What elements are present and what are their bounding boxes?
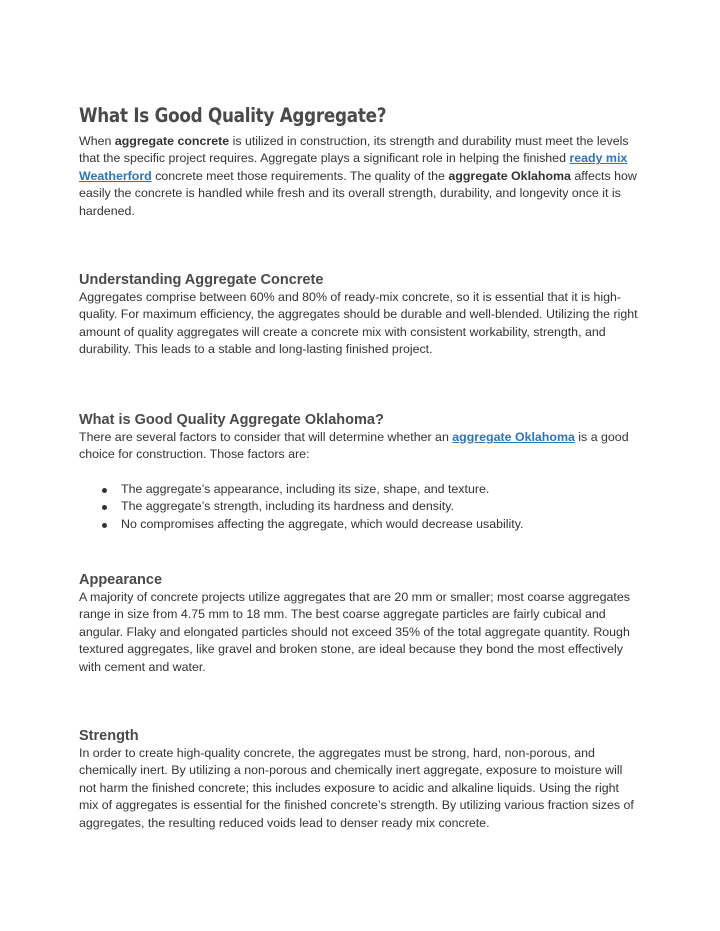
- bullet-icon: [102, 523, 107, 528]
- list-item-text: The aggregate’s appearance, including its size, shape, and texture.: [121, 481, 490, 496]
- good-quality-heading: What is Good Quality Aggregate Oklahoma?: [79, 412, 384, 428]
- good-quality-section: [79, 411, 639, 534]
- strength-section: [79, 727, 639, 832]
- ready-mix-weatherford-link[interactable]: ready mix Weatherford: [79, 151, 628, 183]
- factors-list: [79, 481, 639, 534]
- understanding-section: [79, 271, 639, 359]
- intro-paragraph: [79, 133, 639, 220]
- strength-heading: Strength: [79, 728, 139, 744]
- list-item-text: The aggregate’s strength, including its hardness and density.: [121, 499, 454, 514]
- good-quality-paragraph: [79, 429, 639, 464]
- list-item: [79, 498, 639, 516]
- intro-text-2: is utilized in construction, its strength and durability must meet the levels that the specific project requires. Aggregate plays a significant role in helping the finished: [79, 134, 629, 166]
- list-item-text: No compromises affecting the aggregate, which would decrease usability.: [121, 517, 524, 531]
- intro-bold-aggregate-concrete: aggregate concrete: [114, 134, 230, 148]
- bullet-icon: [102, 488, 107, 493]
- good-quality-text-2: is a good choice for construction. Those factors are:: [79, 430, 629, 462]
- understanding-heading: Understanding Aggregate Concrete: [79, 272, 324, 288]
- list-item: [79, 516, 639, 534]
- intro-text-3: concrete meet those requirements. The quality of the: [151, 168, 449, 183]
- intro-bold-aggregate-oklahoma: aggregate Oklahoma: [448, 168, 571, 183]
- intro-section: [79, 104, 639, 220]
- intro-text-1: When: [79, 134, 115, 148]
- understanding-paragraph: Aggregates comprise between 60% and 80% of ready-mix concrete, so it is essential that it is high-quality. For maximum efficiency, the aggregates should be durable and well-blended. Utilizing the right amount of quality aggregates will create a concrete mix with consistent workability, strength, and durability. This leads to a stable and long-lasting finished project.: [79, 290, 638, 357]
- good-quality-text-1: There are several factors to consider that will determine whether an: [79, 430, 453, 444]
- appearance-paragraph: A majority of concrete projects utilize aggregates that are 20 mm or smaller; most coarse aggregates range in size from 4.75 mm to 18 mm. The best coarse aggregate particles are fairly cubical and angular. Flaky and elongated particles should not exceed 35% of the total aggregate quantity. Rough textured aggregates, like gravel and broken stone, are ideal because they bond the most effectively with cement and water.: [79, 590, 630, 674]
- intro-text-4: affects how easily the concrete is handled while fresh and its overall strength, durability, and longevity once it is hardened.: [79, 168, 637, 218]
- appearance-section: [79, 571, 639, 676]
- aggregate-oklahoma-link[interactable]: aggregate Oklahoma: [452, 430, 575, 444]
- list-item: [79, 481, 639, 499]
- bullet-icon: [102, 505, 107, 510]
- appearance-heading: Appearance: [79, 572, 163, 588]
- page-title: What Is Good Quality Aggregate?: [79, 104, 387, 127]
- strength-paragraph: In order to create high-quality concrete, the aggregates must be strong, hard, non-porous, and chemically inert. By utilizing a non-porous and chemically inert aggregate, exposure to moisture will not harm the finished concrete; this includes exposure to acidic and alkaline liquids. Using the right mix of aggregates is essential for the finished concrete’s strength. By utilizing various fraction sizes of aggregates, the resulting reduced voids lead to denser ready mix concrete.: [79, 746, 634, 830]
